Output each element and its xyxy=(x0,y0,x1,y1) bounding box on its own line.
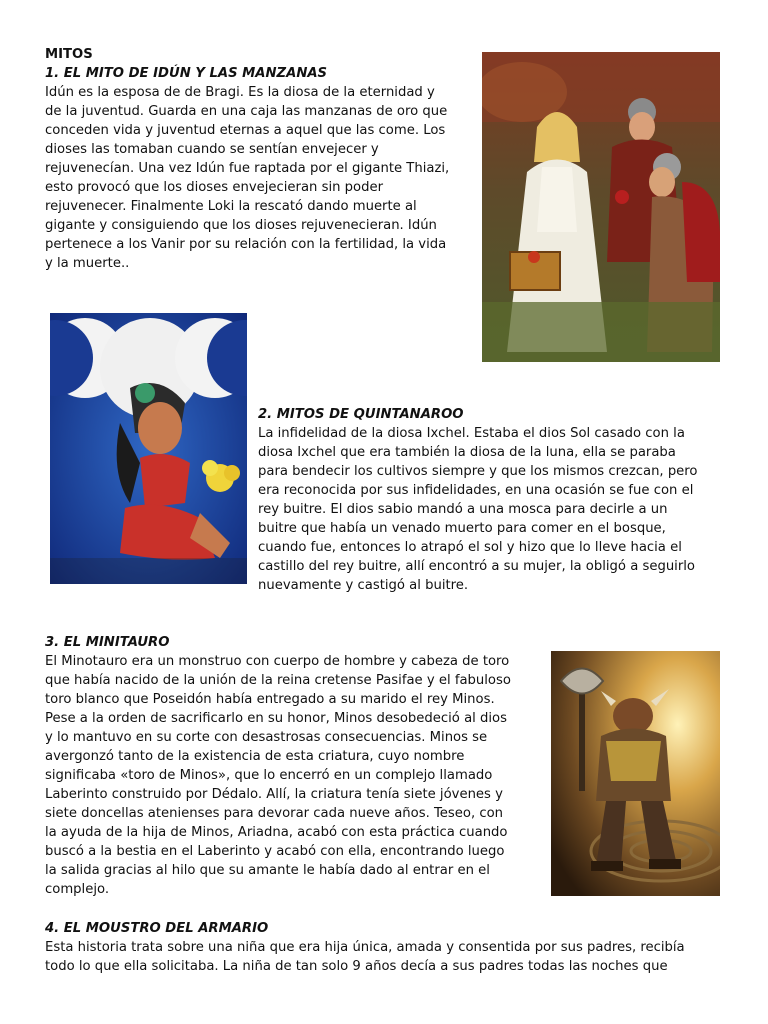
section-1-line: gigante y consiguiendo que los dioses rejuvenecieran. Idún xyxy=(45,218,437,233)
section-3-line: toro blanco que Poseidón había entregado a su marido el rey Minos. xyxy=(45,692,495,707)
section-3-line: Pese a la orden de sacrificarlo en su honor, Minos desobedeció al dios xyxy=(45,711,507,726)
section-1-line: conceden vida y juventud eternas a aquel que las come. Los xyxy=(45,123,446,138)
section-2-line: La infidelidad de la diosa Ixchel. Estaba el dios Sol casado con la xyxy=(258,426,685,441)
ixchel-painting xyxy=(50,313,247,584)
section-1-line: rejuvenecían. Una vez Idún fue raptada por el gigante Thiazi, xyxy=(45,161,450,176)
page-title: MITOS xyxy=(45,47,93,62)
minotaur-artwork xyxy=(551,651,720,896)
section-2-line: para bendecir los cultivos siempre y que los mismos crezcan, pero xyxy=(258,464,698,479)
section-1-line: Idún es la esposa de de Bragi. Es la diosa de la eternidad y xyxy=(45,85,435,100)
section-3-line: la ayuda de la hija de Minos, Ariadna, acabó con esta práctica cuando xyxy=(45,825,508,840)
section-4-body xyxy=(45,938,735,976)
section-3-line: avergonzó tanto de la existencia de esta criatura, cuyo nombre xyxy=(45,749,465,764)
idun-painting xyxy=(482,52,720,362)
section-2-line: nuevamente y castigó al buitre. xyxy=(258,578,469,593)
section-3-line: siete doncellas atenienses para devorar cada nueve años. Teseo, con xyxy=(45,806,503,821)
section-3-heading: 3. EL MINITAURO xyxy=(45,635,170,650)
section-1-line: dioses las tomaban cuando se sentían envejecer y xyxy=(45,142,379,157)
section-3-line: que había nacido de la unión de la reina cretense Pasifae y el fabuloso xyxy=(45,673,511,688)
section-3-line: y lo mantuvo en su corte con desastrosas consecuencias. Minos se xyxy=(45,730,488,745)
section-1-line: de la juventud. Guarda en una caja las manzanas de oro que xyxy=(45,104,448,119)
section-1-heading: 1. EL MITO DE IDÚN Y LAS MANZANAS xyxy=(45,66,328,81)
section-1-line: esto provocó que los dioses envejecieran sin poder xyxy=(45,180,384,195)
section-2-line: castillo del rey buitre, allí encontró a su mujer, la obligó a seguirlo xyxy=(258,559,695,574)
section-4-heading: 4. EL MOUSTRO DEL ARMARIO xyxy=(45,921,269,936)
section-4-line: Esta historia trata sobre una niña que era hija única, amada y consentida por sus padres, recibía xyxy=(45,940,685,955)
section-2-line: era reconocida por sus infidelidades, en una ocasión se fue con el xyxy=(258,483,694,498)
section-2-line: diosa Ixchel que era también la diosa de la luna, ella se paraba xyxy=(258,445,676,460)
section-2-line: buitre que había un venado muerto para comer en el bosque, xyxy=(258,521,666,536)
section-2-body xyxy=(258,424,728,595)
section-1-line: y la muerte.. xyxy=(45,256,130,271)
section-3-line: El Minotauro era un monstruo con cuerpo de hombre y cabeza de toro xyxy=(45,654,510,669)
section-1-body xyxy=(45,83,475,273)
section-3-body xyxy=(45,652,545,899)
section-1-line: pertenece a los Vanir por su relación con la fertilidad, la vida xyxy=(45,237,447,252)
section-3-line: la salida gracias al hilo que su amante le había dado al entrar en el xyxy=(45,863,490,878)
section-3-line: significaba «toro de Minos», que lo encerró en un complejo llamado xyxy=(45,768,493,783)
section-2-heading: 2. MITOS DE QUINTANAROO xyxy=(258,407,464,422)
section-4-line: todo lo que ella solicitaba. La niña de tan solo 9 años decía a sus padres todas las noches que xyxy=(45,959,668,974)
section-3-line: Laberinto construido por Dédalo. Allí, la criatura tenía siete jóvenes y xyxy=(45,787,503,802)
section-1-line: rejuvenecer. Finalmente Loki la rescató dando muerte al xyxy=(45,199,417,214)
section-3-line: buscó a la bestia en el Laberinto y acabó con ella, encontrando luego xyxy=(45,844,505,859)
section-3-line: complejo. xyxy=(45,882,110,897)
section-2-line: cuando fue, entonces lo atrapó el sol y hizo que lo lleve hacia el xyxy=(258,540,682,555)
section-2-line: rey buitre. El dios sabio mandó a una mosca para decirle a un xyxy=(258,502,668,517)
